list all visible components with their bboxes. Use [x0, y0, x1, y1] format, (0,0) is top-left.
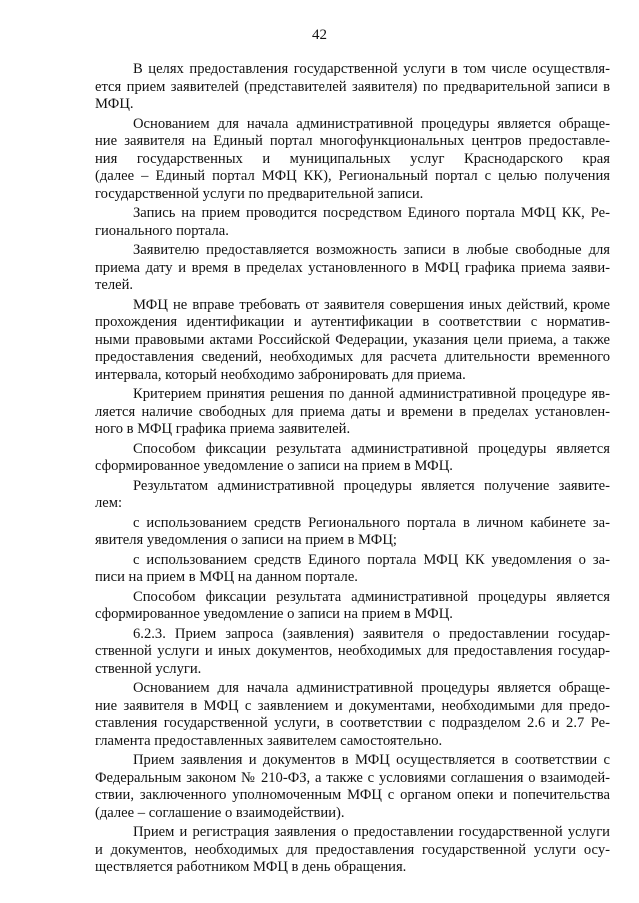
paragraph-line: ного в МФЦ графика приема заявителей.	[95, 421, 351, 437]
paragraph	[95, 242, 610, 295]
paragraph-line: предоставления сведений, необходимых для расчета длительности временного	[95, 349, 610, 365]
paragraph-line: сформированное уведомление о записи на прием в МФЦ.	[95, 606, 453, 622]
paragraph-line: Основанием для начала административной процедуры является обраще-	[133, 680, 610, 696]
paragraph-line: (далее – Единый портал МФЦ КК), Региональный портал с целью получения	[95, 168, 610, 184]
paragraph-line: Основанием для начала административной процедуры является обраще-	[133, 115, 610, 132]
paragraph-line: гламента предоставленных заявителем самостоятельно.	[95, 732, 443, 749]
paragraph	[95, 478, 610, 513]
paragraph-line: ными правовыми актами Российской Федерации, указания цели приема, а также	[95, 331, 610, 348]
paragraph	[95, 205, 610, 240]
paragraph-line: сформированное уведомление о записи на прием в МФЦ.	[95, 458, 453, 474]
paragraph-line: ственной услуги.	[95, 660, 202, 677]
paragraph-line: ние заявителя в МФЦ с заявлением и документами, необходимыми для предо-	[95, 697, 610, 714]
paragraph-line: МФЦ.	[95, 96, 134, 112]
paragraph	[95, 61, 610, 114]
paragraph-line: ется прием заявителей (представителей заявителя) по предварительной записи в	[95, 78, 610, 95]
paragraph	[95, 515, 610, 550]
paragraph-line: с использованием средств Единого портала МФЦ КК уведомления о за-	[133, 551, 610, 568]
paragraph-line: лем:	[95, 495, 123, 511]
paragraph-line: Способом фиксации результата административной процедуры является	[133, 588, 610, 605]
paragraph	[95, 824, 610, 877]
paragraph-line: (далее – соглашение о взаимодействии).	[95, 804, 345, 821]
paragraph	[95, 752, 610, 822]
paragraph-line: ственной услуги и иных документов, необходимых для предоставления государ-	[95, 643, 610, 659]
paragraph-line: приема дату и время в пределах установленного в МФЦ графика приема заяви-	[95, 259, 610, 276]
paragraph	[95, 626, 610, 679]
paragraph-line: Прием заявления и документов в МФЦ осуществляется в соответствии с	[133, 752, 610, 768]
paragraph-line: ществляется работником МФЦ в день обращения.	[95, 859, 407, 875]
paragraph-line: гионального портала.	[95, 222, 229, 239]
paragraph-line: Заявителю предоставляется возможность записи в любые свободные для	[133, 242, 610, 258]
paragraph-line: телей.	[95, 277, 134, 293]
paragraph-line: и документов, необходимых для предоставления государственной услуги осу-	[95, 841, 610, 858]
paragraph-line: 6.2.3. Прием запроса (заявления) заявителя о предоставлении государ-	[133, 625, 610, 642]
paragraph	[95, 441, 610, 476]
paragraph	[95, 680, 610, 750]
paragraph-line: с использованием средств Регионального портала в личном кабинете за-	[133, 514, 610, 531]
paragraph-line: МФЦ не вправе требовать от заявителя совершения иных действий, кроме	[133, 296, 610, 313]
document-body	[95, 61, 610, 879]
paragraph-line: Критерием принятия решения по данной административной процедуре яв-	[133, 386, 610, 402]
paragraph-line: В целях предоставления государственной услуги в том числе осуществля-	[133, 61, 610, 77]
paragraph-line: ствии, заключенного уполномоченным МФЦ с органом опеки и попечительства	[95, 787, 610, 803]
paragraph-line: государственной услуги по предварительной записи.	[95, 185, 424, 202]
paragraph-line: Федеральным законом № 210-ФЗ, а также с условиями соглашения о взаимодей-	[95, 769, 610, 786]
paragraph-line: писи на прием в МФЦ на данном портале.	[95, 569, 358, 585]
paragraph	[95, 589, 610, 624]
paragraph-line: ставления государственной услуги, в соответствии с подразделом 2.6 и 2.7 Ре-	[95, 715, 610, 731]
paragraph-line: ния государственных и муниципальных услуг Краснодарского края	[95, 150, 610, 167]
paragraph	[95, 552, 610, 587]
paragraph-line: интервала, который необходимо забронировать для приема.	[95, 366, 466, 383]
page-number: 42	[312, 27, 327, 43]
paragraph	[95, 386, 610, 439]
paragraph-line: Способом фиксации результата административной процедуры является	[133, 440, 610, 457]
paragraph-line: прохождения идентификации и аутентификации в соответствии с норматив-	[95, 314, 610, 330]
paragraph-line: ляется наличие свободных для приема даты и времени в пределах установлен-	[95, 403, 610, 420]
paragraph	[95, 116, 610, 204]
paragraph-line: Результатом административной процедуры является получение заявите-	[133, 477, 610, 494]
paragraph-line: ние заявителя на Единый портал многофункциональных центров предоставле-	[95, 133, 610, 149]
paragraph-line: Запись на прием проводится посредством Единого портала МФЦ КК, Ре-	[133, 205, 610, 221]
paragraph	[95, 297, 610, 385]
paragraph-line: Прием и регистрация заявления о предоставлении государственной услуги	[133, 824, 610, 840]
paragraph-line: явителя уведомления о записи на прием в МФЦ;	[95, 532, 397, 548]
